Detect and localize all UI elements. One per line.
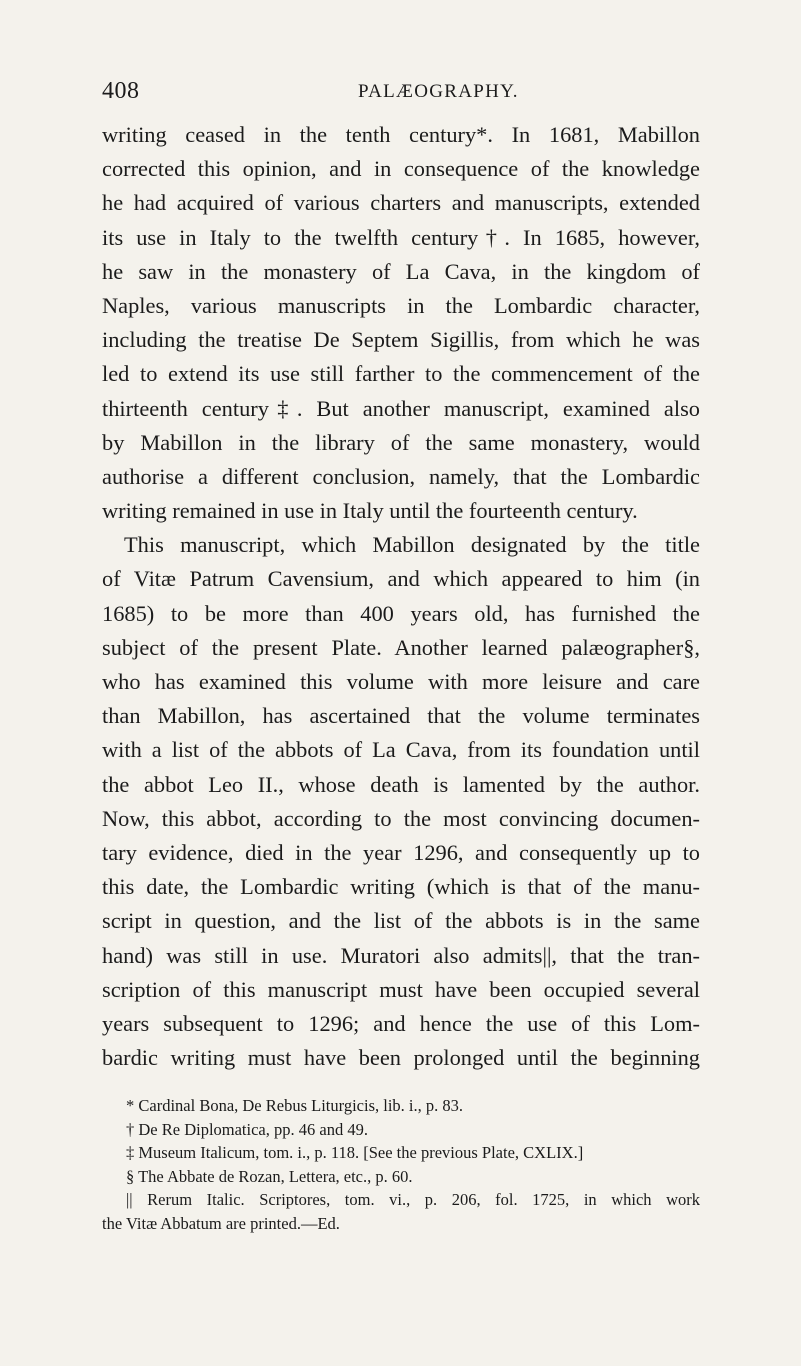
- text-line: subject of the present Plate. Another learned palæographer§,: [102, 634, 700, 660]
- text-line: of Vitæ Patrum Cavensium, and which appeared to him (in: [102, 566, 700, 592]
- running-title: PALÆOGRAPHY.: [358, 81, 519, 102]
- footnote-continuation: the Vitæ Abbatum are printed.—Ed.: [102, 1213, 340, 1233]
- text-line: scription of this manuscript must have been occupied several: [102, 976, 700, 1002]
- text-line: this date, the Lombardic writing (which is that of the manu-: [102, 874, 700, 900]
- text-line: he saw in the monastery of La Cava, in the kingdom of: [102, 258, 700, 284]
- text-line: hand) was still in use. Muratori also admits||, that the tran-: [102, 942, 700, 968]
- text-line: Naples, various manuscripts in the Lombardic character,: [102, 292, 700, 318]
- text-line: who has examined this volume with more leisure and care: [102, 669, 700, 694]
- footnote: || Rerum Italic. Scriptores, tom. vi., p. 206, fol. 1725, in which work: [126, 1190, 700, 1210]
- text-line: than Mabillon, has ascertained that the volume terminates: [102, 703, 700, 729]
- footnote: † De Re Diplomatica, pp. 46 and 49.: [126, 1119, 368, 1139]
- text-line: corrected this opinion, and in consequence of the knowledge: [102, 156, 700, 182]
- text-line: writing remained in use in Italy until the fourteenth century.: [102, 498, 638, 524]
- text-line: Now, this abbot, according to the most convincing documen-: [102, 805, 700, 831]
- footnotes: [102, 1094, 700, 1236]
- text-line: thirteenth century‡. But another manuscript, examined also: [102, 395, 700, 421]
- text-line: led to extend its use still farther to the commencement of the: [102, 361, 700, 387]
- text-line: including the treatise De Septem Sigillis, from which he was: [102, 327, 700, 353]
- text-line: he had acquired of various charters and manuscripts, extended: [102, 190, 700, 216]
- text-line: 1685) to be more than 400 years old, has furnished the: [102, 600, 700, 626]
- page-number: 408: [102, 78, 140, 104]
- text-line: This manuscript, which Mabillon designated by the title: [124, 532, 700, 558]
- body-text: [102, 118, 700, 1075]
- text-line: tary evidence, died in the year 1296, and consequently up to: [102, 839, 700, 865]
- text-line: script in question, and the list of the abbots is in the same: [102, 908, 700, 934]
- text-line: the abbot Leo II., whose death is lamented by the author.: [102, 771, 700, 797]
- text-line: with a list of the abbots of La Cava, from its foundation until: [102, 737, 700, 763]
- text-line: its use in Italy to the twelfth century†. In 1685, however,: [102, 224, 700, 250]
- footnote: ‡ Museum Italicum, tom. i., p. 118. [See the previous Plate, CXLIX.]: [126, 1143, 584, 1163]
- footnote: * Cardinal Bona, De Rebus Liturgicis, lib. i., p. 83.: [126, 1096, 463, 1115]
- text-line: by Mabillon in the library of the same monastery, would: [102, 429, 700, 455]
- text-line: authorise a different conclusion, namely, that the Lombardic: [102, 463, 700, 489]
- text-line: writing ceased in the tenth century*. In 1681, Mabillon: [102, 122, 700, 147]
- footnote: § The Abbate de Rozan, Lettera, etc., p. 60.: [126, 1166, 413, 1186]
- text-line: bardic writing must have been prolonged until the beginning: [102, 1045, 700, 1071]
- text-line: years subsequent to 1296; and hence the use of this Lom-: [102, 1010, 700, 1036]
- running-head: [102, 78, 741, 108]
